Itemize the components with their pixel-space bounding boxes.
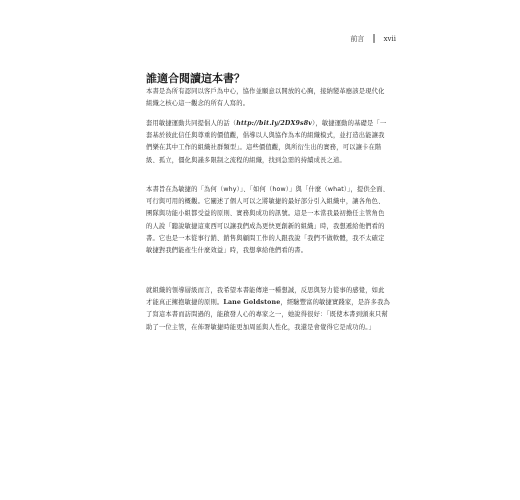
header-separator: |: [372, 33, 376, 44]
paragraph-2: [146, 118, 390, 167]
paragraph-2-text-b: ），敏捷運動的基礎是「一套基於彼此信任與尊重的價值觀，倡導以人與協作為本的組織模式，並打造出能讓我們樂在其中工作的組織社群類型」。這些價值觀，與所衍生出的實務，可以讓卡在階級、孤立，僵化與謹多限制之流程的組織，找到急需的持續成長之道。: [146, 120, 387, 164]
manifesto-link[interactable]: http://bit.ly/2DX9s8v: [236, 120, 313, 127]
paragraph-4: [146, 285, 390, 334]
section-title: 誰適合閱讀這本書？: [146, 72, 245, 85]
paragraph-3: 本書旨在為敏捷的「為何（why）」、「如何（how）」與「什麼（what）」，提供全面、可行與可用的概觀。它闡述了個人可以之將敏捷的最好部分引入組織中，讓各角色、團隊與功能小組都受益的原則、實務與成功的訊號。這是一本當我最初擔任主管角色的人說「聽說敏捷這東西可以讓我們成為更快更創新的組織」時，我想遞給他們看的書。它也是一本從事行銷、銷售與顧問工作的人跟我說「我們不做軟體，我不太確定敏捷對我們能產生什麼效益」時，我想拿給他們看的書。: [146, 186, 390, 255]
paragraph-1: 本書是為所有認同以客戶為中心，協作並願意以開放的心胸，接納變革應該是現代化組織之核心這一觀念的所有人寫的。: [146, 88, 385, 108]
running-header: [350, 34, 396, 44]
paragraph-2-text-a: 套用敏捷運動共同提倡人的話（: [146, 120, 237, 127]
page-number: xvii: [383, 35, 396, 43]
section-label: 前言: [350, 35, 365, 43]
person-name: Lane Goldstone: [223, 299, 281, 307]
paragraph-4-text-b: ，經驗豐富的敏捷實踐家，是許多我為了寫這本書而訪問過的，能啟發人心的專家之一，她說得很好：「既使本書到頭來只幫助了一位主管，在佈署敏捷時能更加周延與人性化，我還是會覺得它是成功的。」: [146, 299, 390, 331]
paragraph-4-text-a: 就組織的領導層級而言，我希望本書能傳達一種想誠，反思與努力從事的感覺，如此才能真正擁抱敏捷的原則。: [146, 287, 385, 307]
